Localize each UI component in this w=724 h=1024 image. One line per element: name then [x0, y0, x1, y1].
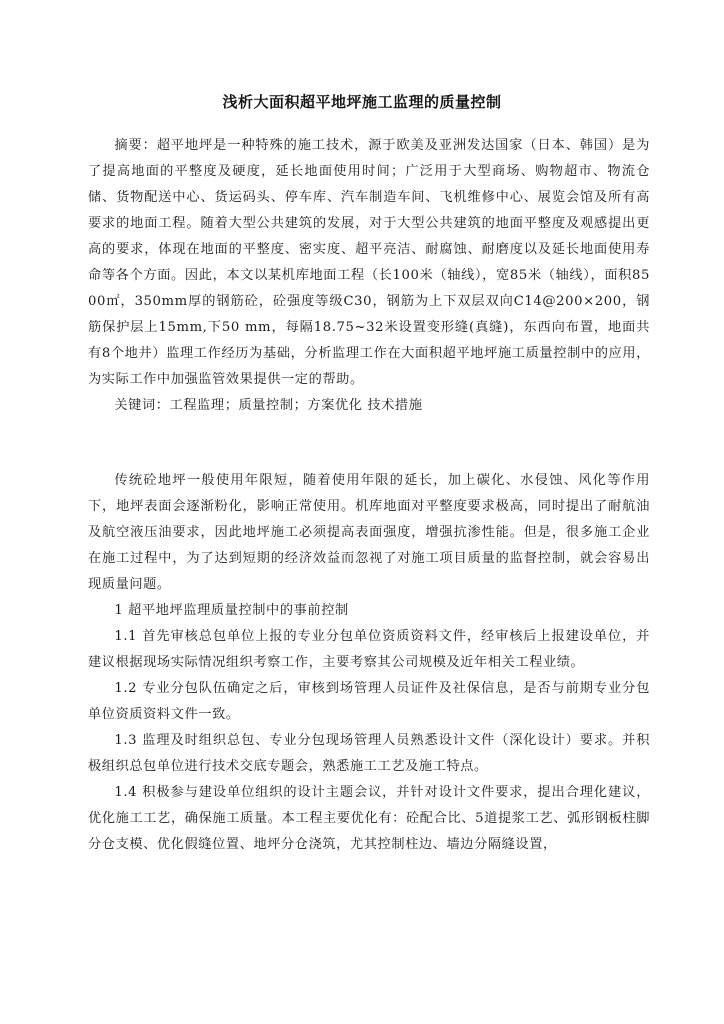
section-1-heading: 1 超平地坪监理质量控制中的事前控制 — [114, 603, 349, 618]
section-1-4-paragraph: 1.4 积极参与建设单位组织的设计主题会议，并针对设计文件要求，提出合理化建议，优化施工工艺，确保施工质量。本工程主要优化有：砼配合比、5道提浆工艺、弧形钢板柱脚分仓支模、优化假缝位置、地坪分仓浇筑，尤其控制柱边、墙边分隔缝设置， — [88, 785, 650, 852]
intro-paragraph: 传统砼地坪一般使用年限短，随着使用年限的延长，加上碳化、水侵蚀、风化等作用下，地坪表面会逐渐粉化，影响正常使用。机库地面对平整度要求极高，同时提出了耐航油及航空液压油要求，因此地坪施工必须提高表面强度，增强抗渗性能。但是，很多施工企业在施工过程中，为了达到短期的经济效益而忽视了对施工项目质量的监督控制，就会容易出现质量问题。 — [88, 473, 650, 592]
keywords-paragraph: 关键词：工程监理；质量控制；方案优化 技术措施 — [114, 398, 423, 413]
abstract-paragraph: 摘要：超平地坪是一种特殊的施工技术，源于欧美及亚洲发达国家（日本、韩国）是为了提高地面的平整度及硬度，延长地面使用时间；广泛用于大型商场、购物超市、物流仓储、货物配送中心、货运码头、停车库、汽车制造车间、飞机维修中心、展览会馆及所有高要求的地面工程。随着大型公共建筑的发展，对于大型公共建筑的地面平整度及观感提出更高的要求，体现在地面的平整度、密实度、超平亮洁、耐腐蚀、耐磨度以及延长地面使用寿命等各个方面。因此，本文以某机库地面工程（长100米（轴线），宽85米（轴线），面积8500㎡，350mm厚的钢筋砼，砼强度等级C30，钢筋为上下双层双向C14@200×200，钢筋保护层上15mm,下50 mm，每隔18.75~32米设置变形缝(真缝)，东西向布置，地面共有8个地井）监理工作经历为基础，分析监理工作在大面积超平地坪施工质量控制中的应用，为实际工作中加强监管效果提供一定的帮助。 — [88, 138, 650, 387]
section-1-3-paragraph: 1.3 监理及时组织总包、专业分包现场管理人员熟悉设计文件（深化设计）要求。并积极组织总包单位进行技术交底专题会，熟悉施工工艺及施工特点。 — [88, 733, 650, 774]
abstract-section — [88, 133, 650, 419]
section-1-1-paragraph: 1.1 首先审核总包单位上报的专业分包单位资质资料文件，经审核后上报建设单位，并建议根据现场实际情况组织考察工作，主要考察其公司规模及近年相关工程业绩。 — [88, 629, 650, 670]
document-title: 浅析大面积超平地坪施工监理的质量控制 — [222, 93, 502, 111]
main-body — [88, 468, 650, 858]
section-1-2-paragraph: 1.2 专业分包队伍确定之后，审核到场管理人员证件及社保信息，是否与前期专业分包单位资质资料文件一致。 — [88, 681, 650, 722]
